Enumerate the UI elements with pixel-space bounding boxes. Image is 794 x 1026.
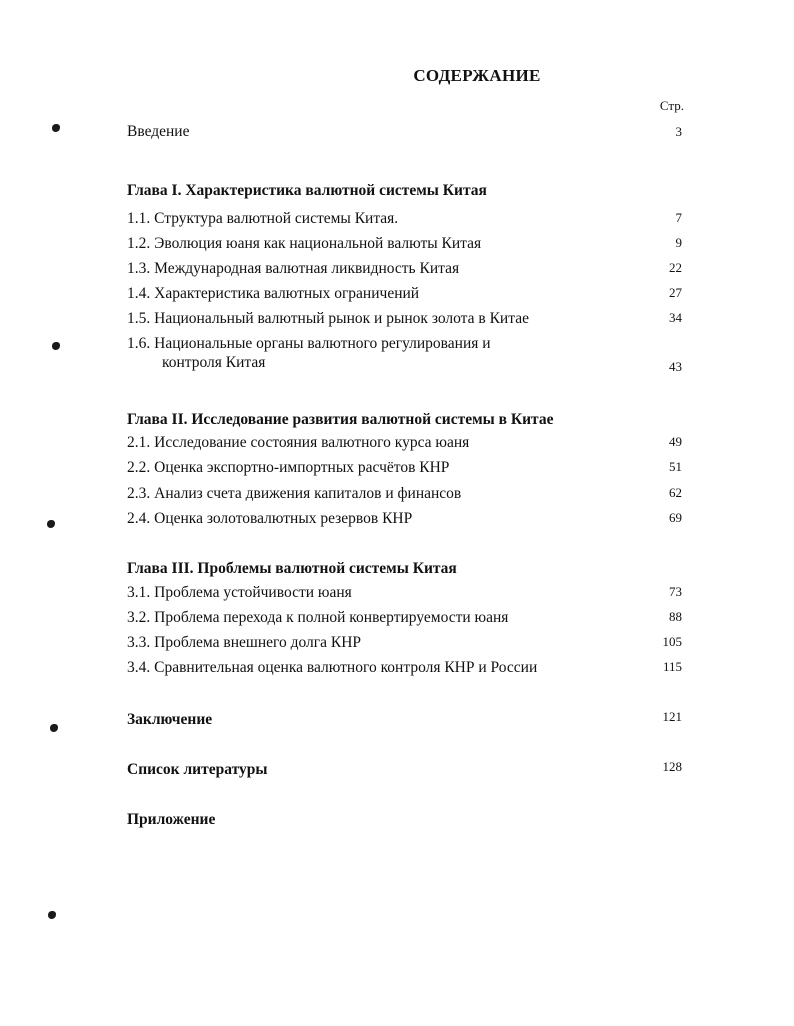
toc-page-number: 69 [669, 510, 682, 525]
toc-entry: 1.2. Эволюция юаня как национальной валюты Китая [127, 235, 482, 252]
binder-hole-mark [52, 342, 60, 350]
binder-hole-mark [52, 124, 60, 132]
toc-page-number: 22 [669, 260, 682, 275]
binder-hole-mark [47, 520, 55, 528]
toc-page-number: 43 [669, 359, 682, 374]
toc-page-number: 62 [669, 485, 682, 500]
page-title: СОДЕРЖАНИЕ [413, 66, 541, 85]
toc-entry: 1.5. Национальный валютный рынок и рынок золота в Китае [127, 310, 529, 327]
toc-entry: 3.2. Проблема перехода к полной конвертируемости юаня [127, 609, 509, 626]
toc-entry: 2.4. Оценка золотовалютных резервов КНР [127, 510, 413, 527]
page-column-header: Стр. [659, 98, 684, 113]
toc-page-number: 88 [669, 609, 682, 624]
toc-page-number: 115 [662, 659, 682, 674]
toc-entry-appendix: Приложение [127, 811, 216, 828]
toc-entry: 3.1. Проблема устойчивости юаня [127, 584, 352, 601]
toc-entry: 1.1. Структура валютной системы Китая. [127, 210, 399, 227]
toc-page-number: 51 [669, 459, 682, 474]
binder-hole-mark [50, 724, 58, 732]
toc-page-references: 128 [662, 759, 682, 774]
chapter-heading-2: Глава II. Исследование развития валютной системы в Китае [127, 411, 554, 428]
toc-page-number: 73 [669, 584, 682, 599]
toc-page-number: 34 [669, 310, 682, 325]
toc-entry: 1.6. Национальные органы валютного регулирования и [127, 335, 491, 352]
toc-entry: 1.3. Международная валютная ликвидность Китая [127, 260, 460, 277]
toc-entry: 3.3. Проблема внешнего долга КНР [127, 634, 362, 651]
toc-entry-continuation: контроля Китая [162, 354, 266, 371]
toc-entry-references: Список литературы [127, 761, 268, 778]
chapter-heading-3: Глава III. Проблемы валютной системы Китая [127, 560, 457, 577]
toc-entry: 2.2. Оценка экспортно-импортных расчётов КНР [127, 459, 450, 476]
binder-hole-mark [48, 911, 56, 919]
toc-page-number: 27 [669, 285, 682, 300]
toc-entry: 2.3. Анализ счета движения капиталов и финансов [127, 485, 462, 502]
toc-page-number: 7 [675, 210, 682, 225]
toc-page-number: 105 [662, 634, 682, 649]
toc-page-number: 49 [669, 434, 682, 449]
toc-page-intro: 3 [675, 124, 682, 139]
toc-page-conclusion: 121 [662, 709, 682, 724]
toc-entry-intro: Введение [127, 123, 190, 140]
toc-entry: 3.4. Сравнительная оценка валютного контроля КНР и России [127, 659, 538, 676]
toc-entry: 1.4. Характеристика валютных ограничений [127, 285, 420, 302]
toc-entry: 2.1. Исследование состояния валютного курса юаня [127, 434, 470, 451]
chapter-heading-1: Глава I. Характеристика валютной системы Китая [127, 182, 487, 199]
toc-entry-conclusion: Заключение [127, 711, 213, 728]
toc-page-number: 9 [675, 235, 682, 250]
